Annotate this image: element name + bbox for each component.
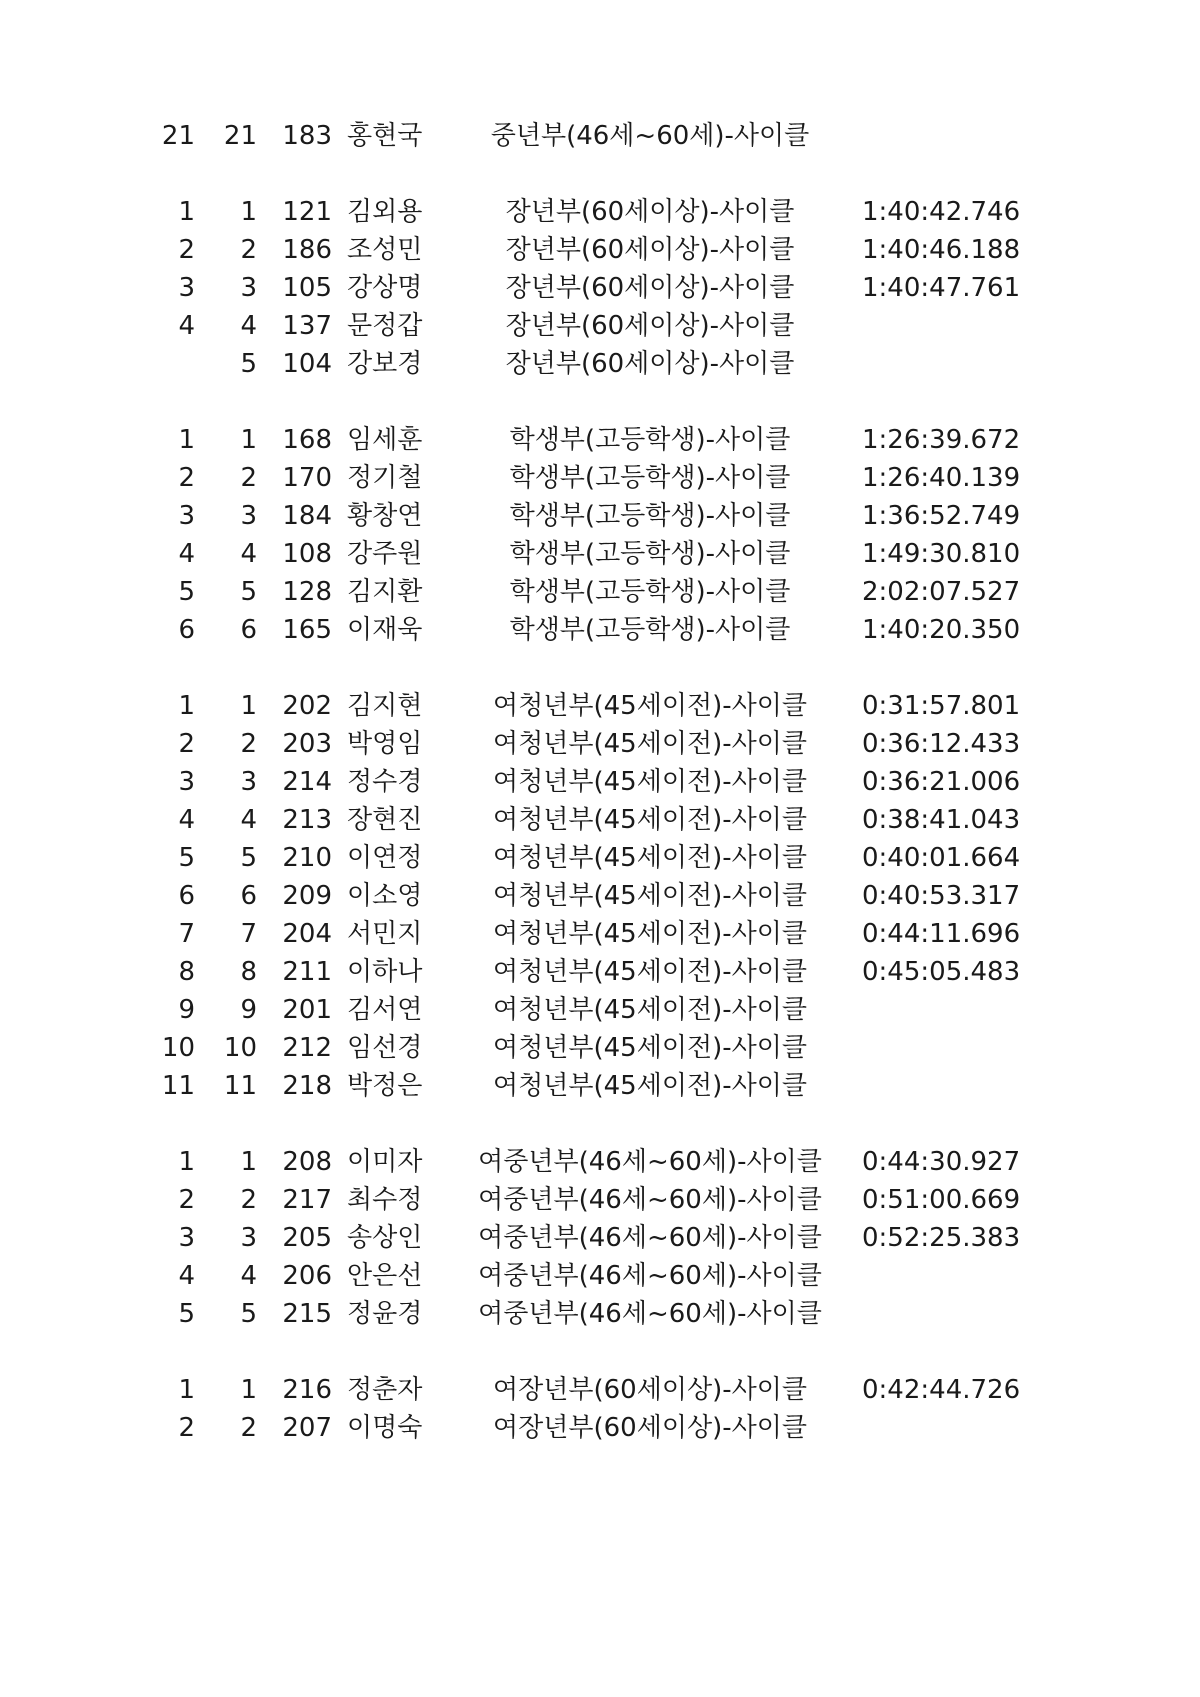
rank-cell: 1 xyxy=(178,1147,195,1177)
rank-cell: 4 xyxy=(178,311,195,341)
rank-cell: 1 xyxy=(178,691,195,721)
result-row xyxy=(0,421,1200,459)
bib-cell: 201 xyxy=(282,995,332,1025)
number-cell: 5 xyxy=(240,349,257,379)
category-cell: 중년부(46세~60세)-사이클 xyxy=(490,121,810,151)
number-cell: 2 xyxy=(240,235,257,265)
name-cell: 강보경 xyxy=(347,349,423,379)
bib-cell: 205 xyxy=(282,1223,332,1253)
number-cell: 5 xyxy=(240,843,257,873)
rank-cell: 9 xyxy=(178,995,195,1025)
number-cell: 2 xyxy=(240,729,257,759)
result-row xyxy=(0,231,1200,269)
number-cell: 1 xyxy=(240,1147,257,1177)
rank-cell: 3 xyxy=(178,1223,195,1253)
bib-cell: 215 xyxy=(282,1299,332,1329)
bib-cell: 209 xyxy=(282,881,332,911)
rank-cell: 3 xyxy=(178,501,195,531)
result-row xyxy=(0,1029,1200,1067)
category-group xyxy=(0,193,1200,383)
time-cell: 0:36:12.433 xyxy=(862,729,1021,759)
name-cell: 조성민 xyxy=(347,235,423,265)
number-cell: 4 xyxy=(240,539,257,569)
name-cell: 송상인 xyxy=(347,1223,423,1253)
name-cell: 정수경 xyxy=(347,767,423,797)
number-cell: 2 xyxy=(240,1185,257,1215)
number-cell: 4 xyxy=(240,311,257,341)
bib-cell: 128 xyxy=(282,577,332,607)
result-row xyxy=(0,117,1200,155)
category-cell: 여청년부(45세이전)-사이클 xyxy=(493,995,807,1025)
result-row xyxy=(0,687,1200,725)
name-cell: 이재욱 xyxy=(347,615,423,645)
name-cell: 임선경 xyxy=(347,1033,423,1063)
time-cell: 0:40:01.664 xyxy=(862,843,1021,873)
name-cell: 황창연 xyxy=(347,501,423,531)
bib-cell: 105 xyxy=(282,273,332,303)
bib-cell: 211 xyxy=(282,957,332,987)
rank-cell: 5 xyxy=(178,843,195,873)
result-row xyxy=(0,801,1200,839)
category-cell: 여중년부(46세~60세)-사이클 xyxy=(478,1223,822,1253)
category-cell: 여청년부(45세이전)-사이클 xyxy=(493,729,807,759)
time-cell: 1:40:46.188 xyxy=(862,235,1021,265)
rank-cell: 2 xyxy=(178,235,195,265)
name-cell: 이하나 xyxy=(347,957,423,987)
category-cell: 여중년부(46세~60세)-사이클 xyxy=(478,1261,822,1291)
name-cell: 최수정 xyxy=(347,1185,423,1215)
name-cell: 이소영 xyxy=(347,881,423,911)
category-cell: 학생부(고등학생)-사이클 xyxy=(509,501,791,531)
time-cell: 1:40:42.746 xyxy=(862,197,1021,227)
name-cell: 문정갑 xyxy=(347,311,423,341)
category-cell: 여청년부(45세이전)-사이클 xyxy=(493,691,807,721)
result-row xyxy=(0,1257,1200,1295)
category-cell: 여청년부(45세이전)-사이클 xyxy=(493,805,807,835)
result-row xyxy=(0,459,1200,497)
rank-cell: 6 xyxy=(178,615,195,645)
number-cell: 1 xyxy=(240,425,257,455)
number-cell: 1 xyxy=(240,691,257,721)
time-cell: 0:45:05.483 xyxy=(862,957,1021,987)
rank-cell: 8 xyxy=(178,957,195,987)
time-cell: 1:26:39.672 xyxy=(862,425,1021,455)
bib-cell: 168 xyxy=(282,425,332,455)
time-cell: 1:36:52.749 xyxy=(862,501,1021,531)
category-cell: 여중년부(46세~60세)-사이클 xyxy=(478,1185,822,1215)
time-cell: 0:52:25.383 xyxy=(862,1223,1021,1253)
bib-cell: 137 xyxy=(282,311,332,341)
result-row xyxy=(0,345,1200,383)
result-row xyxy=(0,725,1200,763)
results-list xyxy=(0,117,1200,1485)
number-cell: 11 xyxy=(223,1071,257,1101)
bib-cell: 207 xyxy=(282,1413,332,1443)
category-cell: 학생부(고등학생)-사이클 xyxy=(509,577,791,607)
bib-cell: 183 xyxy=(282,121,332,151)
result-row xyxy=(0,1371,1200,1409)
bib-cell: 186 xyxy=(282,235,332,265)
result-row xyxy=(0,953,1200,991)
category-cell: 여장년부(60세이상)-사이클 xyxy=(493,1413,807,1443)
category-cell: 여중년부(46세~60세)-사이클 xyxy=(478,1147,822,1177)
name-cell: 홍현국 xyxy=(347,121,423,151)
name-cell: 서민지 xyxy=(347,919,423,949)
rank-cell: 1 xyxy=(178,425,195,455)
number-cell: 10 xyxy=(223,1033,257,1063)
name-cell: 박영임 xyxy=(347,729,423,759)
number-cell: 3 xyxy=(240,273,257,303)
result-row xyxy=(0,307,1200,345)
bib-cell: 108 xyxy=(282,539,332,569)
name-cell: 강상명 xyxy=(347,273,423,303)
rank-cell: 3 xyxy=(178,273,195,303)
result-row xyxy=(0,497,1200,535)
name-cell: 정춘자 xyxy=(347,1375,423,1405)
result-row xyxy=(0,1181,1200,1219)
category-cell: 여청년부(45세이전)-사이클 xyxy=(493,919,807,949)
number-cell: 9 xyxy=(240,995,257,1025)
name-cell: 정기철 xyxy=(347,463,423,493)
category-group xyxy=(0,117,1200,155)
category-cell: 학생부(고등학생)-사이클 xyxy=(509,425,791,455)
time-cell: 0:42:44.726 xyxy=(862,1375,1021,1405)
rank-cell: 2 xyxy=(178,1185,195,1215)
bib-cell: 214 xyxy=(282,767,332,797)
time-cell: 0:51:00.669 xyxy=(862,1185,1021,1215)
time-cell: 0:38:41.043 xyxy=(862,805,1021,835)
category-group xyxy=(0,421,1200,649)
bib-cell: 104 xyxy=(282,349,332,379)
rank-cell: 21 xyxy=(161,121,195,151)
result-row xyxy=(0,915,1200,953)
rank-cell: 11 xyxy=(161,1071,195,1101)
category-cell: 학생부(고등학생)-사이클 xyxy=(509,615,791,645)
result-row xyxy=(0,1409,1200,1447)
rank-cell: 5 xyxy=(178,577,195,607)
result-row xyxy=(0,193,1200,231)
bib-cell: 170 xyxy=(282,463,332,493)
name-cell: 김지환 xyxy=(347,577,423,607)
time-cell: 1:40:47.761 xyxy=(862,273,1021,303)
number-cell: 3 xyxy=(240,501,257,531)
category-cell: 여중년부(46세~60세)-사이클 xyxy=(478,1299,822,1329)
name-cell: 장현진 xyxy=(347,805,423,835)
name-cell: 임세훈 xyxy=(347,425,423,455)
bib-cell: 208 xyxy=(282,1147,332,1177)
rank-cell: 10 xyxy=(161,1033,195,1063)
time-cell: 2:02:07.527 xyxy=(862,577,1021,607)
category-cell: 학생부(고등학생)-사이클 xyxy=(509,539,791,569)
bib-cell: 204 xyxy=(282,919,332,949)
category-group xyxy=(0,1371,1200,1447)
number-cell: 8 xyxy=(240,957,257,987)
time-cell: 0:44:11.696 xyxy=(862,919,1021,949)
bib-cell: 165 xyxy=(282,615,332,645)
number-cell: 5 xyxy=(240,1299,257,1329)
category-cell: 여청년부(45세이전)-사이클 xyxy=(493,1071,807,1101)
name-cell: 이미자 xyxy=(347,1147,423,1177)
name-cell: 김외용 xyxy=(347,197,423,227)
name-cell: 이연정 xyxy=(347,843,423,873)
bib-cell: 213 xyxy=(282,805,332,835)
name-cell: 박정은 xyxy=(347,1071,423,1101)
category-cell: 여청년부(45세이전)-사이클 xyxy=(493,957,807,987)
rank-cell: 2 xyxy=(178,729,195,759)
result-row xyxy=(0,1067,1200,1105)
number-cell: 6 xyxy=(240,615,257,645)
number-cell: 4 xyxy=(240,1261,257,1291)
bib-cell: 184 xyxy=(282,501,332,531)
time-cell: 1:49:30.810 xyxy=(862,539,1021,569)
category-cell: 장년부(60세이상)-사이클 xyxy=(505,197,795,227)
category-cell: 여청년부(45세이전)-사이클 xyxy=(493,1033,807,1063)
bib-cell: 202 xyxy=(282,691,332,721)
number-cell: 2 xyxy=(240,463,257,493)
name-cell: 정윤경 xyxy=(347,1299,423,1329)
number-cell: 3 xyxy=(240,767,257,797)
bib-cell: 206 xyxy=(282,1261,332,1291)
bib-cell: 210 xyxy=(282,843,332,873)
bib-cell: 216 xyxy=(282,1375,332,1405)
category-cell: 장년부(60세이상)-사이클 xyxy=(505,349,795,379)
rank-cell: 7 xyxy=(178,919,195,949)
category-group xyxy=(0,1143,1200,1333)
number-cell: 2 xyxy=(240,1413,257,1443)
category-cell: 여청년부(45세이전)-사이클 xyxy=(493,843,807,873)
rank-cell: 4 xyxy=(178,805,195,835)
number-cell: 21 xyxy=(223,121,257,151)
category-cell: 여장년부(60세이상)-사이클 xyxy=(493,1375,807,1405)
category-cell: 장년부(60세이상)-사이클 xyxy=(505,235,795,265)
result-row xyxy=(0,535,1200,573)
bib-cell: 121 xyxy=(282,197,332,227)
bib-cell: 203 xyxy=(282,729,332,759)
category-group xyxy=(0,687,1200,1105)
number-cell: 1 xyxy=(240,1375,257,1405)
rank-cell: 2 xyxy=(178,463,195,493)
result-row xyxy=(0,1143,1200,1181)
time-cell: 1:40:20.350 xyxy=(862,615,1021,645)
name-cell: 강주원 xyxy=(347,539,423,569)
number-cell: 4 xyxy=(240,805,257,835)
rank-cell: 2 xyxy=(178,1413,195,1443)
time-cell: 0:44:30.927 xyxy=(862,1147,1021,1177)
name-cell: 안은선 xyxy=(347,1261,423,1291)
number-cell: 5 xyxy=(240,577,257,607)
category-cell: 여청년부(45세이전)-사이클 xyxy=(493,767,807,797)
time-cell: 0:36:21.006 xyxy=(862,767,1021,797)
rank-cell: 6 xyxy=(178,881,195,911)
category-cell: 장년부(60세이상)-사이클 xyxy=(505,311,795,341)
bib-cell: 218 xyxy=(282,1071,332,1101)
time-cell: 1:26:40.139 xyxy=(862,463,1021,493)
name-cell: 김서연 xyxy=(347,995,423,1025)
rank-cell: 4 xyxy=(178,539,195,569)
time-cell: 0:40:53.317 xyxy=(862,881,1021,911)
result-row xyxy=(0,839,1200,877)
bib-cell: 217 xyxy=(282,1185,332,1215)
rank-cell: 3 xyxy=(178,767,195,797)
time-cell: 0:31:57.801 xyxy=(862,691,1021,721)
result-row xyxy=(0,573,1200,611)
category-cell: 여청년부(45세이전)-사이클 xyxy=(493,881,807,911)
rank-cell: 5 xyxy=(178,1299,195,1329)
result-row xyxy=(0,877,1200,915)
number-cell: 7 xyxy=(240,919,257,949)
bib-cell: 212 xyxy=(282,1033,332,1063)
number-cell: 6 xyxy=(240,881,257,911)
category-cell: 장년부(60세이상)-사이클 xyxy=(505,273,795,303)
result-row xyxy=(0,269,1200,307)
result-row xyxy=(0,763,1200,801)
number-cell: 1 xyxy=(240,197,257,227)
result-row xyxy=(0,1295,1200,1333)
name-cell: 이명숙 xyxy=(347,1413,423,1443)
result-row xyxy=(0,611,1200,649)
number-cell: 3 xyxy=(240,1223,257,1253)
result-row xyxy=(0,1219,1200,1257)
result-row xyxy=(0,991,1200,1029)
name-cell: 김지현 xyxy=(347,691,423,721)
category-cell: 학생부(고등학생)-사이클 xyxy=(509,463,791,493)
rank-cell: 1 xyxy=(178,197,195,227)
rank-cell: 4 xyxy=(178,1261,195,1291)
rank-cell: 1 xyxy=(178,1375,195,1405)
